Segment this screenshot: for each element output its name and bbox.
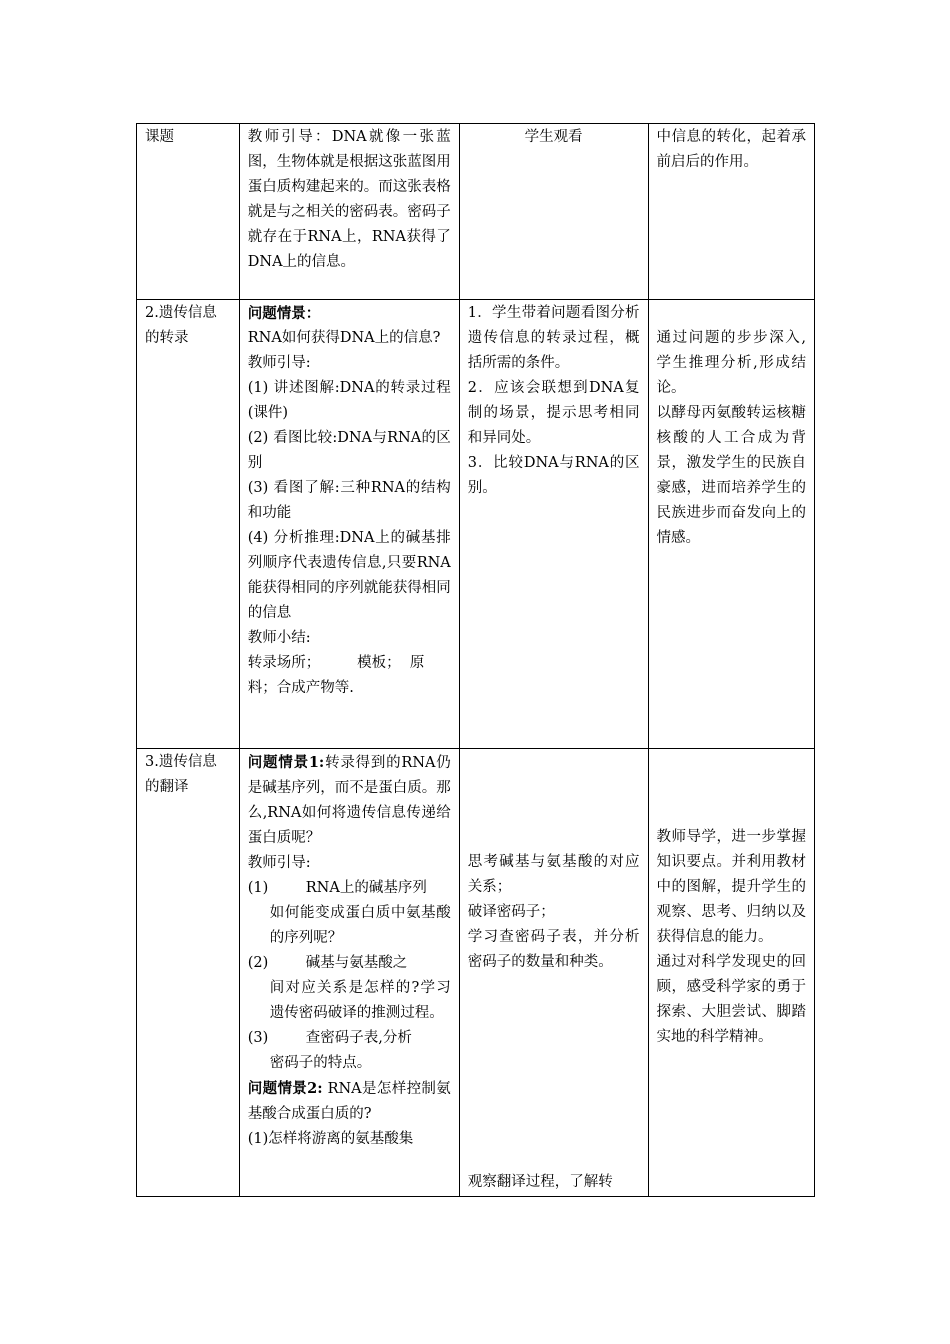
list-item: (2) 碱基与氨基酸之 间对应关系是怎样的?学习遗传密码破译的推测过程。 [247,955,451,1021]
list-item: (2) 看图比较:DNA与RNA的区别 [247,430,451,471]
teacher-activity-cell [239,300,459,749]
problem-question: 转录得到的RNA仍是碱基序列，而不是蛋白质。那么,RNA如何将遗传信息传递给蛋白质呢？ [247,755,451,846]
list-item: 3．比较DNA与RNA的区别。 [467,455,640,496]
topic-cell [137,124,240,300]
list-item: 1．学生带着问题看图分析遗传信息的转录过程，概括所需的条件。 [467,305,640,371]
list-item: (4) 分析推理:DNA上的碱基排列顺序代表遗传信息,只要RNA能获得相同的序列就能获得相同的信息 [247,530,451,621]
table-row [137,749,815,1197]
problem-scenario-heading: 问题情景： [247,305,321,322]
teacher-guidance-label: 教师引导: [247,355,311,371]
problem-scenario-heading: 问题情景2: [247,1080,323,1097]
design-intent-text: 通过问题的步步深入,学生推理分析,形成结论。 [656,330,806,396]
topic-label: 3.遗传信息的翻译 [145,754,217,795]
list-item: 观察翻译过程，了解转 [467,1174,613,1190]
design-intent-text: 以酵母丙氨酸转运核糖核酸的人工合成为背景，激发学生的民族自豪感，进而培养学生的民族进步而奋发向上的情感。 [656,405,806,546]
list-item: (1)怎样将游离的氨基酸集 [247,1131,414,1147]
teacher-guidance-text: 教师引导：DNA就像一张蓝图，生物体就是根据这张蓝图用蛋白质构建起来的。而这张表格就是与之相关的密码表。密码子就存在于RNA上，RNA获得了DNA上的信息。 [247,129,451,270]
design-intent-text: 教师导学，进一步掌握知识要点。并利用教材中的图解，提升学生的观察、思考、归纳以及获得信息的能力。 [656,829,806,945]
topic-cell [137,300,240,749]
teacher-activity-cell [239,124,459,300]
table-row [137,300,815,749]
teacher-summary-text: 料；合成产物等. [247,680,354,696]
student-activity-cell [459,124,648,300]
teacher-guidance-label: 教师引导: [247,855,311,871]
teacher-summary-text: 转录场所； 模板； 原 [247,655,425,671]
list-item: 学习查密码子表，并分析密码子的数量和种类。 [467,929,640,970]
student-activity-text: 学生观看 [524,129,583,145]
problem-question: RNA是怎样控制氨基酸合成蛋白质的? [247,1081,451,1122]
design-intent-text: 通过对科学发现史的回顾，感受科学家的勇于探索、大胆尝试、脚踏实地的科学精神。 [656,954,806,1045]
topic-cell [137,749,240,1197]
teacher-summary-label: 教师小结: [247,630,311,646]
spacer [657,750,806,825]
lesson-plan-table [136,123,815,1197]
problem-question: RNA如何获得DNA上的信息? [247,330,441,346]
teacher-activity-cell [239,749,459,1197]
list-item: 2．应该会联想到DNA复制的场景，提示思考相同和异同处。 [467,380,640,446]
list-item: 破译密码子； [467,904,555,920]
student-activity-cell [459,749,648,1197]
topic-label: 2.遗传信息的转录 [145,305,217,346]
student-activity-cell [459,300,648,749]
list-item: (1) RNA上的碱基序列 如何能变成蛋白质中氨基酸的序列呢？ [247,880,451,946]
spacer [468,750,640,850]
list-item: 思考碱基与氨基酸的对应关系； [467,854,640,895]
design-intent-cell [648,749,814,1197]
topic-label: 课题 [145,129,174,145]
problem-scenario-heading: 问题情景1: [247,754,325,771]
design-intent-text: 中信息的转化，起着承前启后的作用。 [656,129,806,170]
list-item: (1) 讲述图解:DNA的转录过程(课件) [247,380,451,421]
design-intent-cell [648,124,814,300]
list-item: (3) 查密码子表,分析 密码子的特点。 [247,1030,412,1071]
spacer [657,301,806,326]
table-row [137,124,815,300]
design-intent-cell [648,300,814,749]
list-item: (3) 看图了解:三种RNA的结构和功能 [247,480,451,521]
